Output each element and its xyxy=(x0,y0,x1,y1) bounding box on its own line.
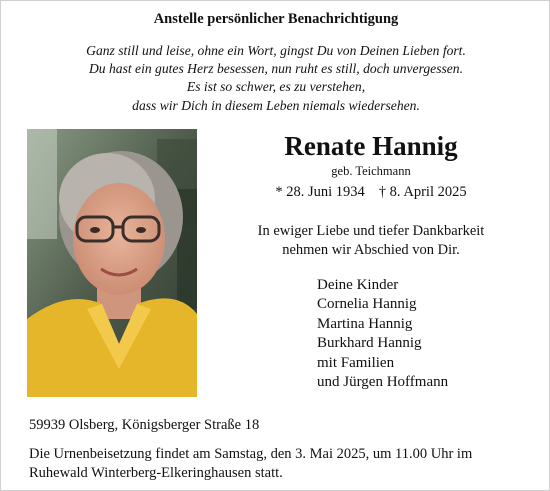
notice-header: Anstelle persönlicher Benachrichtigung xyxy=(153,11,399,27)
poem-line: Es ist so schwer, es zu verstehen, xyxy=(186,79,366,95)
birth-date: * 28. Juni 1934 xyxy=(275,184,365,200)
mourner-line: Deine Kinder xyxy=(317,277,399,293)
mourner-line: mit Familien xyxy=(317,354,395,371)
mourner-line: Cornelia Hannig xyxy=(317,296,417,313)
mourner-line: und Jürgen Hoffmann xyxy=(317,374,449,391)
poem-line: Du hast ein gutes Herz besessen, nun ruht es still, doch unvergessen. xyxy=(88,61,464,77)
poem-line: Ganz still und leise, ohne ein Wort, gingst Du von Deinen Lieben fort. xyxy=(86,43,466,58)
farewell-line: nehmen wir Abschied von Dir. xyxy=(282,242,460,258)
mourner-line: Burkhard Hannig xyxy=(317,335,422,352)
burial-line: Ruhewald Winterberg-Elkeringhausen statt. xyxy=(29,465,283,481)
mourner-line: Martina Hannig xyxy=(317,315,413,332)
mourning-address: 59939 Olsberg, Königsberger Straße 18 xyxy=(29,417,260,433)
mourners-list xyxy=(317,276,448,392)
farewell-text xyxy=(221,222,521,260)
birth-name: geb. Teichmann xyxy=(331,164,411,178)
farewell-line: In ewiger Liebe und tiefer Dankbarkeit xyxy=(257,223,485,239)
memorial-poem xyxy=(1,42,550,115)
poem-line: dass wir Dich in diesem Leben niemals wiedersehen. xyxy=(132,97,420,113)
burial-notice xyxy=(29,445,539,483)
portrait-photo xyxy=(27,129,197,397)
death-date: † 8. April 2025 xyxy=(378,184,467,200)
deceased-name: Renate Hannig xyxy=(284,131,458,161)
life-dates xyxy=(221,184,521,201)
burial-line: Die Urnenbeisetzung findet am Samstag, den 3. Mai 2025, um 11.00 Uhr im xyxy=(29,446,473,462)
